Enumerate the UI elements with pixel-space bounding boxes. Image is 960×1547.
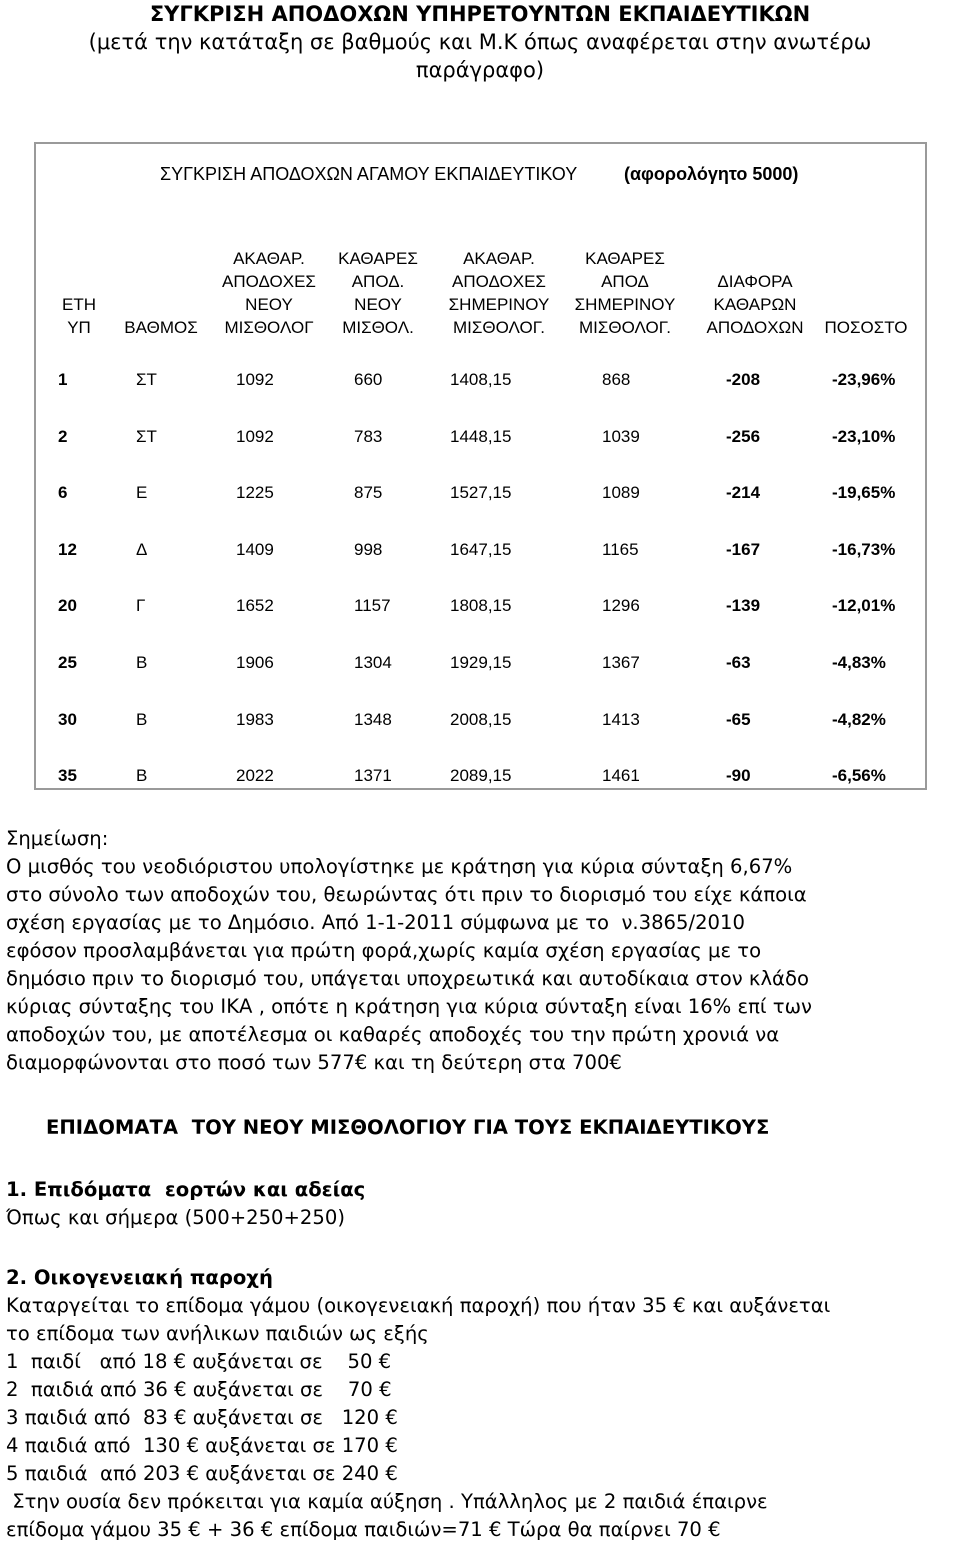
item2-title: 2. Οικογενειακή παροχή xyxy=(6,1266,273,1289)
table-cell: -4,82% xyxy=(832,709,886,729)
table-cell: Γ xyxy=(136,596,146,616)
column-header-line: ΜΙΣΘΟΛΟΓ xyxy=(224,318,314,337)
item2-line: 3 παιδιά από 83 € αυξάνεται σε 120 € xyxy=(6,1406,398,1429)
table-cell: 875 xyxy=(354,483,383,503)
table-cell: -63 xyxy=(726,653,751,672)
heading-subtitle-cont: παράγραφο) xyxy=(415,58,545,82)
table-cell: 1461 xyxy=(602,766,640,786)
table-cell: 2 xyxy=(58,426,68,446)
note-line: κύριας σύνταξης του ΙΚΑ , οπότε η κράτηση για κύρια σύνταξη είναι 16% επί των xyxy=(6,995,812,1018)
column-header xyxy=(696,239,814,339)
table-row xyxy=(36,479,925,507)
table-cell: 1348 xyxy=(354,709,392,729)
table-cell: -23,96% xyxy=(832,370,896,389)
item2-line: 5 παιδιά από 203 € αυξάνεται σε 240 € xyxy=(6,1462,398,1485)
table-row xyxy=(36,649,925,677)
table-cell: 1448,15 xyxy=(450,426,512,446)
table-cell: 1409 xyxy=(236,539,274,559)
table-row xyxy=(36,706,925,734)
table-cell: 1089 xyxy=(602,483,640,503)
column-header-line: ΜΙΣΘΟΛ. xyxy=(342,318,414,337)
table-cell: 2022 xyxy=(236,766,274,786)
table-cell: ΣΤ xyxy=(136,426,157,446)
column-header xyxy=(436,239,562,339)
column-header-line: ΑΠΟΔΟΧΩΝ xyxy=(706,318,804,337)
table-cell: 1 xyxy=(58,370,68,389)
table-cell: Β xyxy=(136,709,148,729)
table-cell: 783 xyxy=(354,426,383,446)
column-header-line: ΕΤΗ xyxy=(62,295,96,314)
note-line: στο σύνολο των αποδοχών του, θεωρώντας ότι πριν το διορισμό του είχε κάποια xyxy=(6,883,807,906)
item1-text: Όπως και σήμερα (500+250+250) xyxy=(6,1206,345,1229)
item2-line: 1 παιδί από 18 € αυξάνεται σε 50 € xyxy=(6,1350,392,1373)
table-cell: Β xyxy=(136,653,148,672)
table-cell: 35 xyxy=(58,766,77,786)
table-cell: 1296 xyxy=(602,596,640,616)
column-header-line: ΜΙΣΘΟΛΟΓ. xyxy=(579,318,671,337)
table-cell: 1039 xyxy=(602,426,640,446)
table-cell: 1092 xyxy=(236,426,274,446)
table-cell: 1647,15 xyxy=(450,539,512,559)
table-cell: -167 xyxy=(726,539,761,559)
column-header-line: ΥΠ xyxy=(67,318,91,337)
table-cell: 2008,15 xyxy=(450,709,512,729)
document-heading xyxy=(0,0,960,84)
table-cell: -256 xyxy=(726,426,761,446)
column-header xyxy=(566,239,684,339)
column-header xyxy=(816,239,916,339)
table-cell: -19,65% xyxy=(832,483,896,503)
note-line: σχέση εργασίας με το Δημόσιο. Από 1-1-2011 σύμφωνα με το ν.3865/2010 xyxy=(6,911,745,934)
heading-title: ΣΥΓΚΡΙΣΗ ΑΠΟΔΟΧΩΝ ΥΠΗΡΕΤΟΥΝΤΩΝ ΕΚΠΑΙΔΕΥΤΙΚΩΝ xyxy=(149,2,811,26)
table-title: ΣΥΓΚΡΙΣΗ ΑΠΟΔΟΧΩΝ ΑΓΑΜΟΥ ΕΚΠΑΙΔΕΥΤΙΚΟΥ xyxy=(160,164,578,184)
table-cell: -90 xyxy=(726,766,751,786)
table-cell: -65 xyxy=(726,709,751,729)
table-cell: 6 xyxy=(58,483,68,503)
note-label: Σημείωση: xyxy=(6,827,109,850)
note-line: αποδοχών του, με αποτέλεσμα οι καθαρές αποδοχές του την πρώτη χρονιά να xyxy=(6,1023,780,1046)
table-cell: 1092 xyxy=(236,370,274,389)
note-line: εφόσον προσλαμβάνεται για πρώτη φορά,χωρίς καμία σχέση εργασίας με το xyxy=(6,939,762,962)
column-header xyxy=(328,239,428,339)
table-cell: -4,83% xyxy=(832,653,886,672)
table-cell: 2089,15 xyxy=(450,766,512,786)
heading-subtitle: (μετά την κατάταξη σε βαθμούς και Μ.Κ όπως αναφέρεται στην ανωτέρω xyxy=(88,30,872,54)
table-cell: 12 xyxy=(58,539,77,559)
table-title-note: (αφορολόγητο 5000) xyxy=(624,164,799,184)
note-line: δημόσιο πριν το διορισμό του, υπάγεται υποχρεωτικά και αυτοδίκαια στον κλάδο xyxy=(6,967,809,990)
column-header xyxy=(214,239,324,339)
table-cell: -12,01% xyxy=(832,596,896,616)
table-cell: -208 xyxy=(726,370,761,389)
note-line: διαμορφώνονται στο ποσό των 577€ και τη δεύτερη στα 700€ xyxy=(6,1051,622,1074)
table-row xyxy=(36,423,925,451)
table-cell: 1367 xyxy=(602,653,640,672)
item2-line: το επίδομα των ανήλικων παιδιών ως εξής xyxy=(6,1322,429,1345)
column-header-line: ΚΑΘΑΡΕΣ xyxy=(585,249,665,268)
column-header-line: ΣΗΜΕΡΙΝΟΥ xyxy=(574,295,676,314)
column-header-line: ΚΑΘΑΡΕΣ xyxy=(338,249,418,268)
table-cell: 25 xyxy=(58,653,77,672)
table-cell: 1808,15 xyxy=(450,596,512,616)
column-header-line: ΚΑΘΑΡΩΝ xyxy=(713,295,797,314)
table-cell: 1157 xyxy=(354,596,391,616)
table-cell: 20 xyxy=(58,596,77,616)
table-cell: -139 xyxy=(726,596,761,616)
table-cell: 1413 xyxy=(602,709,640,729)
item2-line: 2 παιδιά από 36 € αυξάνεται σε 70 € xyxy=(6,1378,392,1401)
column-header-line: ΒΑΘΜΟΣ xyxy=(124,318,198,337)
table-cell: -23,10% xyxy=(832,426,896,446)
item2-line: 4 παιδιά από 130 € αυξάνεται σε 170 € xyxy=(6,1434,398,1457)
item2-line: επίδομα γάμου 35 € + 36 € επίδομα παιδιών=71 € Τώρα θα παίρνει 70 € xyxy=(6,1518,721,1541)
table-cell: ΣΤ xyxy=(136,370,157,389)
column-header-line: ΝΕΟΥ xyxy=(354,295,402,314)
table-cell: 1652 xyxy=(236,596,274,616)
table-cell: -214 xyxy=(726,483,761,503)
column-header xyxy=(116,239,206,339)
table-cell: Β xyxy=(136,766,148,786)
column-header-line: ΑΠΟΔΟΧΕΣ xyxy=(452,272,546,291)
table-cell: Δ xyxy=(136,539,148,559)
table-cell: 1929,15 xyxy=(450,653,512,672)
section-title: ΕΠΙΔΟΜΑΤΑ ΤΟΥ ΝΕΟΥ ΜΙΣΘΟΛΟΓΙΟΥ ΓΙΑ ΤΟΥΣ ΕΚΠΑΙΔΕΥΤΙΚΟΥΣ xyxy=(46,1116,770,1139)
table-row xyxy=(36,592,925,620)
table-cell: 1527,15 xyxy=(450,483,512,503)
column-header-line: ΑΚΑΘΑΡ. xyxy=(463,249,535,268)
note-line: Ο μισθός του νεοδιόριστου υπολογίστηκε με κράτηση για κύρια σύνταξη 6,67% xyxy=(6,855,793,878)
table-cell: 1983 xyxy=(236,709,274,729)
table-cell: 998 xyxy=(354,539,383,559)
column-header-line: ΝΕΟΥ xyxy=(245,295,293,314)
table-cell: -16,73% xyxy=(832,539,896,559)
table-row xyxy=(36,762,925,790)
table-cell: 660 xyxy=(354,370,383,389)
table-row xyxy=(36,536,925,564)
table-cell: 1371 xyxy=(354,766,392,786)
salary-comparison-table xyxy=(34,142,927,790)
table-cell: Ε xyxy=(136,483,148,503)
table-cell: 1304 xyxy=(354,653,392,672)
column-header-line: ΑΠΟΔΟΧΕΣ xyxy=(222,272,316,291)
table-cell: 1408,15 xyxy=(450,370,512,389)
table-cell: 30 xyxy=(58,709,77,729)
table-cell: 868 xyxy=(602,370,631,389)
item1-title: 1. Επιδόματα εορτών και αδείας xyxy=(6,1178,366,1201)
table-cell: 1165 xyxy=(602,539,639,559)
table-cell: -6,56% xyxy=(832,766,886,786)
column-header-line: ΑΠΟΔ. xyxy=(351,272,405,291)
item2-line: Καταργείται το επίδομα γάμου (οικογενειακή παροχή) που ήταν 35 € και αυξάνεται xyxy=(6,1294,831,1317)
column-header-line: ΔΙΑΦΟΡΑ xyxy=(717,272,793,291)
column-header-line: ΠΟΣΟΣΤΟ xyxy=(824,318,908,337)
column-header-line: ΣΗΜΕΡΙΝΟΥ xyxy=(448,295,550,314)
table-row xyxy=(36,366,925,394)
column-header-line: ΜΙΣΘΟΛΟΓ. xyxy=(453,318,545,337)
item2-line: Στην ουσία δεν πρόκειται για καμία αύξηση . Υπάλληλος με 2 παιδιά έπαιρνε xyxy=(6,1490,768,1513)
column-header-line: ΑΠΟΔ xyxy=(601,272,649,291)
column-header-line: ΑΚΑΘΑΡ. xyxy=(233,249,305,268)
table-cell: 1225 xyxy=(236,483,274,503)
table-cell: 1906 xyxy=(236,653,274,672)
column-header xyxy=(48,239,110,339)
